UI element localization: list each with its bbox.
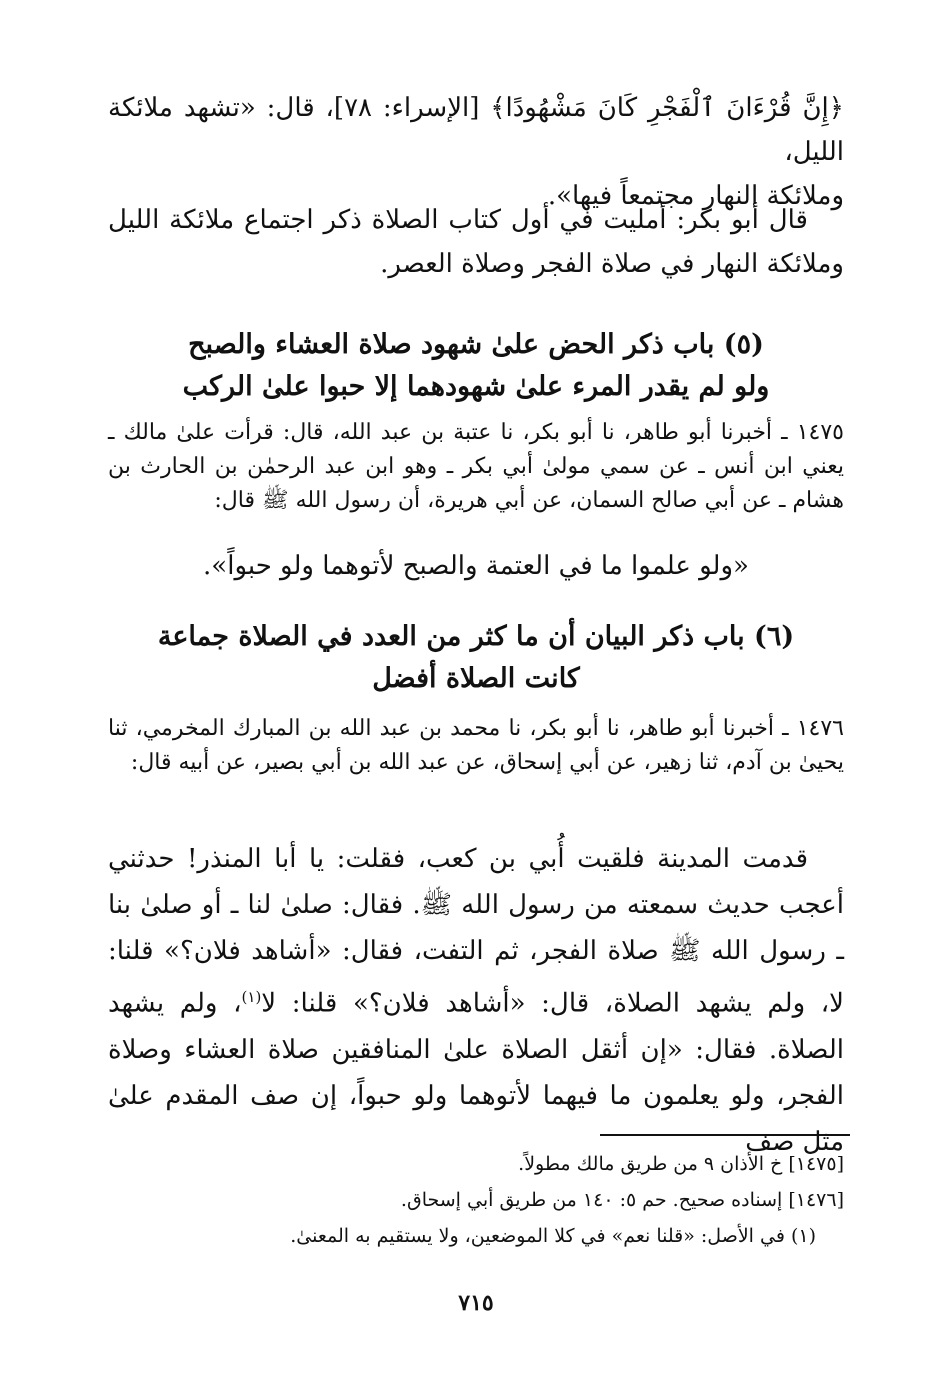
intro-line-2: وملائكة النهار مجتمعاً فيها».	[547, 181, 844, 211]
footnote-reference: (١)	[241, 988, 262, 1006]
hadith-1476-matn-part-2: ، ولم يشهد الصلاة. فقال: «إن أثقل الصلاة علىٰ المنافقين صلاة العشاء وصلاة الفجر، ولو يعلمون ما فيهما لأتوهما ولو حبواً، إن صف المقدم علىٰ مثل صف	[108, 988, 844, 1157]
page-number: ٧١٥	[458, 1290, 494, 1316]
chapter-5-heading	[108, 324, 844, 408]
footnote-note-1: (١) في الأصل: «قلنا نعم» في كلا الموضعين، ولا يستقيم به المعنىٰ.	[290, 1225, 816, 1247]
chapter-5-title-line-1: (٥) باب ذكر الحض علىٰ شهود صلاة العشاء والصبح	[188, 329, 764, 360]
hadith-1476-matn	[108, 836, 844, 1165]
chapter-6-heading	[108, 616, 844, 700]
chapter-6-title-line-1: (٦) باب ذكر البيان أن ما كثر من العدد في الصلاة جماعة	[157, 621, 795, 652]
chapter-5-title-line-2: ولو لم يقدر المرء علىٰ شهودهما إلا حبوا علىٰ الركب	[182, 371, 770, 402]
hadith-1476-matn-part-1: قدمت المدينة فلقيت أُبي بن كعب، فقلت: يا أبا المنذر! حدثني أعجب حديث سمعته من رسول الله ﷺ. فقال: صلىٰ لنا ـ أو صلىٰ بنا ـ رسول الله ﷺ صلاة الفجر، ثم التفت، فقال: «أشاهد فلان؟» قلنا: لا، ولم يشهد الصلاة، قال: «أشاهد فلان؟» قلنا: لا	[108, 844, 845, 1019]
footnotes	[180, 1146, 844, 1254]
intro-line-1: ﴿إِنَّ قُرْءَانَ ٱلْفَجْرِ كَانَ مَشْهُودًا﴾ [الإسراء: ٧٨]، قال: «تشهد ملائكة الليل،	[108, 93, 844, 167]
abu-bakr-note: قال أبو بكر: أمليت في أول كتاب الصلاة ذكر اجتماع ملائكة الليل وملائكة النهار في صلاة الفجر وصلاة العصر.	[108, 205, 844, 279]
hadith-1476-isnad: ١٤٧٦ ـ أخبرنا أبو طاهر، نا أبو بكر، نا محمد بن عبد الله بن المبارك المخرمي، ثنا يحيىٰ بن آدم، ثنا زهير، عن أبي إسحاق، عن عبد الله بن أبي بصير، عن أبيه قال:	[108, 716, 844, 775]
footnote-divider	[600, 1134, 850, 1136]
chapter-6-title-line-2: كانت الصلاة أفضل	[372, 663, 580, 694]
footnote-1475: [١٤٧٥] خ الأذان ٩ من طريق مالك مطولاً.	[518, 1153, 844, 1175]
hadith-1475-isnad: ١٤٧٥ ـ أخبرنا أبو طاهر، نا أبو بكر، نا عتبة بن عبد الله، قال: قرأت علىٰ مالك ـ يعني ابن أنس ـ عن سمي مولىٰ أبي بكر ـ وهو ابن عبد الرحمٰن بن الحارث بن هشام ـ عن أبي صالح السمان، عن أبي هريرة، أن رسول الله ﷺ قال:	[108, 420, 844, 513]
hadith-1475-matn: «ولو علموا ما في العتمة والصبح لأتوهما ولو حبواً».	[203, 551, 749, 581]
footnote-1476: [١٤٧٦] إسناده صحيح. حم ٥: ١٤٠ من طريق أبي إسحاق.	[400, 1189, 844, 1211]
